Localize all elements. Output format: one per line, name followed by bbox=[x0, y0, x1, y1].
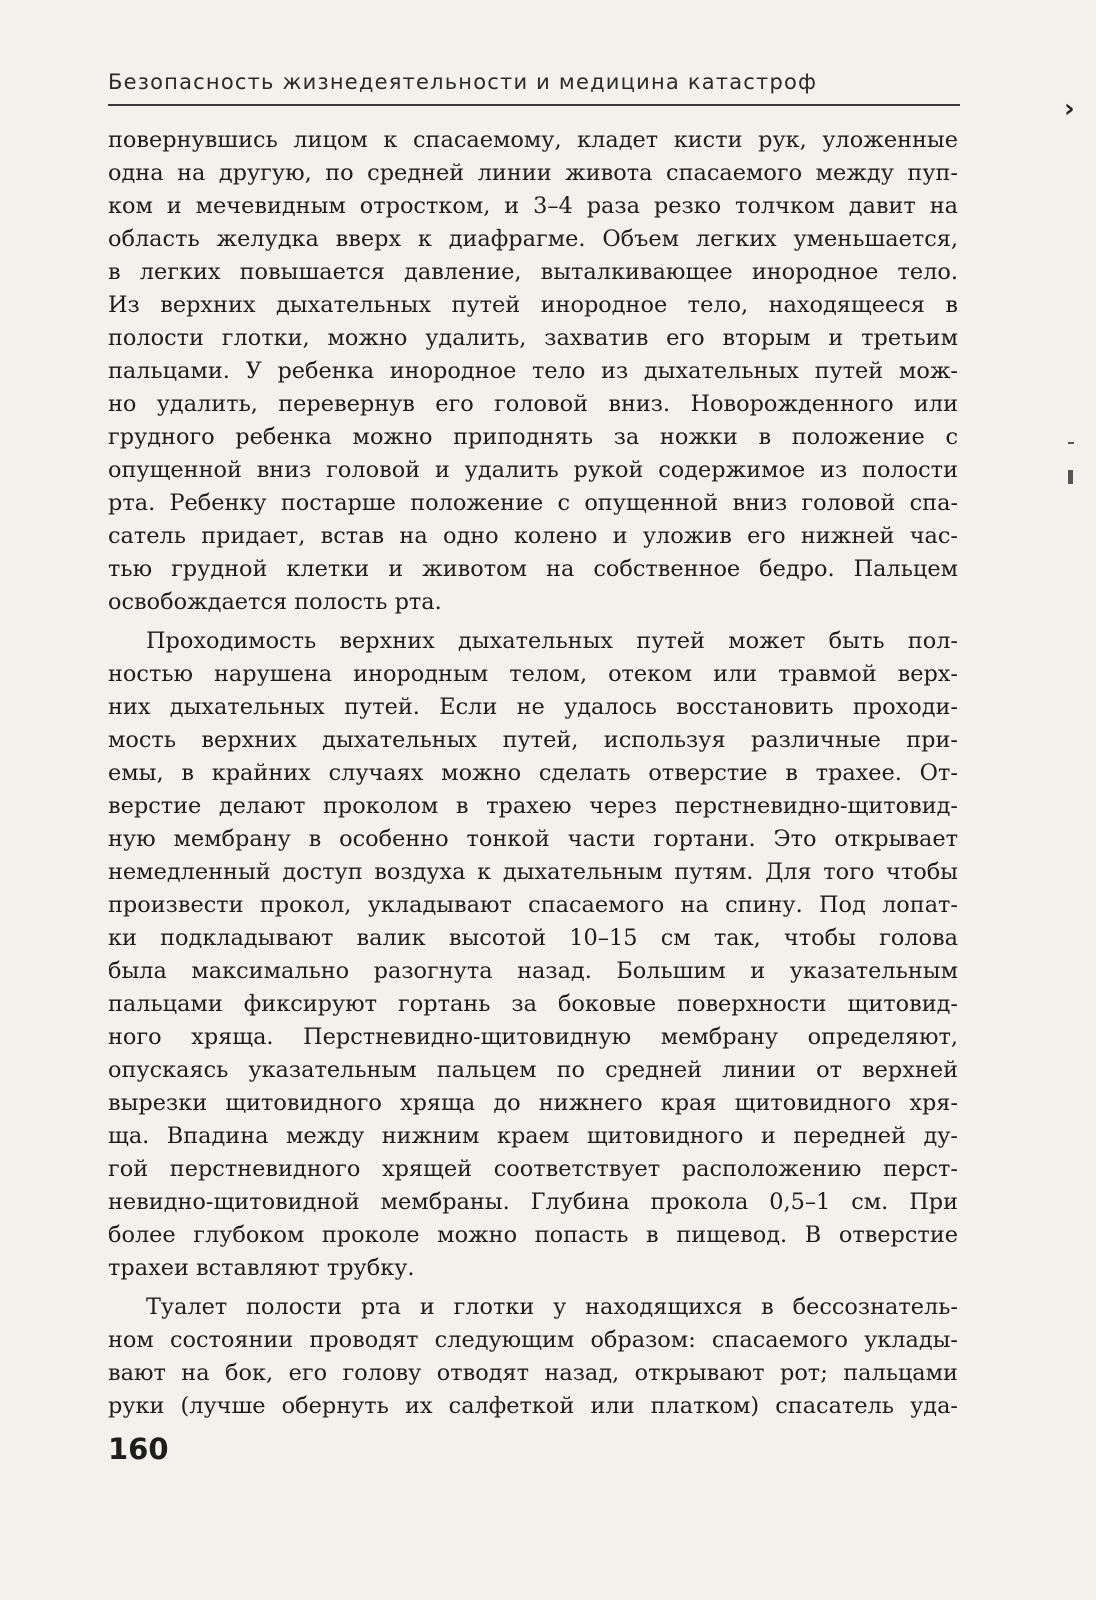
text-line: пальцами. У ребенка инородное тело из дыхательных путей мож- bbox=[108, 358, 958, 384]
text-line: ностью нарушена инородным телом, отеком или травмой верх- bbox=[108, 661, 958, 687]
edge-scan-mark-2 bbox=[1068, 470, 1073, 484]
text-line: мость верхних дыхательных путей, используя различные при- bbox=[108, 727, 958, 753]
text-line: ки подкладывают валик высотой 10–15 см так, чтобы голова bbox=[108, 925, 958, 951]
text-line: но удалить, перевернув его головой вниз. Новорожденного или bbox=[108, 391, 958, 417]
page-number: 160 bbox=[108, 1432, 169, 1466]
text-line: руки (лучше обернуть их салфеткой или платком) спасатель уда- bbox=[108, 1393, 958, 1419]
text-line: Из верхних дыхательных путей инородное тело, находящееся в bbox=[108, 292, 958, 318]
text-line: верстие делают проколом в трахею через перстневидно-щитовид- bbox=[108, 793, 958, 819]
text-line: опущенной вниз головой и удалить рукой содержимое из полости bbox=[108, 457, 958, 483]
text-line: емы, в крайних случаях можно сделать отверстие в трахее. От- bbox=[108, 760, 958, 786]
text-line: полости глотки, можно удалить, захватив его вторым и третьим bbox=[108, 325, 958, 351]
body-text bbox=[108, 124, 958, 1423]
text-line: произвести прокол, укладывают спасаемого на спину. Под лопат- bbox=[108, 892, 958, 918]
text-line: невидно-щитовидной мембраны. Глубина прокола 0,5–1 см. При bbox=[108, 1189, 958, 1215]
text-line: ща. Впадина между нижним краем щитовидного и передней ду- bbox=[108, 1123, 958, 1149]
header-rule bbox=[108, 104, 960, 106]
text-line: Туалет полости рта и глотки у находящихся в бессознатель- bbox=[146, 1294, 958, 1320]
text-line: была максимально разогнута назад. Большим и указательным bbox=[108, 958, 958, 984]
text-line: в легких повышается давление, выталкивающее инородное тело. bbox=[108, 259, 958, 285]
text-line: ком и мечевидным отростком, и 3–4 раза резко толчком давит на bbox=[108, 193, 958, 219]
text-line: них дыхательных путей. Если не удалось восстановить проходи- bbox=[108, 694, 958, 720]
text-line: сатель придает, встав на одно колено и уложив его нижней час- bbox=[108, 523, 958, 549]
text-line: одна на другую, по средней линии живота спасаемого между пуп- bbox=[108, 160, 958, 186]
text-line: освобождается полость рта. bbox=[108, 589, 442, 615]
text-line: вырезки щитовидного хряща до нижнего края щитовидного хря- bbox=[108, 1090, 958, 1116]
text-line: тью грудной клетки и животом на собственное бедро. Пальцем bbox=[108, 556, 958, 582]
text-line: Проходимость верхних дыхательных путей может быть пол- bbox=[146, 628, 958, 654]
edge-scan-mark bbox=[1068, 442, 1074, 448]
running-head: Безопасность жизнедеятельности и медицина катастроф bbox=[108, 70, 818, 94]
text-line: вают на бок, его голову отводят назад, открывают рот; пальцами bbox=[108, 1360, 958, 1386]
text-line: гой перстневидного хрящей соответствует расположению перст- bbox=[108, 1156, 958, 1182]
text-line: опускаясь указательным пальцем по средней линии от верхней bbox=[108, 1057, 958, 1083]
text-line: ную мембрану в особенно тонкой части гортани. Это открывает bbox=[108, 826, 958, 852]
text-line: более глубоком проколе можно попасть в пищевод. В отверстие bbox=[108, 1222, 958, 1248]
text-line: грудного ребенка можно приподнять за ножки в положение с bbox=[108, 424, 958, 450]
edge-bracket-mark: › bbox=[1064, 94, 1075, 124]
text-line: ном состоянии проводят следующим образом: спасаемого уклады- bbox=[108, 1327, 958, 1353]
text-line: немедленный доступ воздуха к дыхательным путям. Для того чтобы bbox=[108, 859, 958, 885]
text-line: рта. Ребенку постарше положение с опущенной вниз головой спа- bbox=[108, 490, 958, 516]
text-line: область желудка вверх к диафрагме. Объем легких уменьшается, bbox=[108, 226, 958, 252]
text-line: пальцами фиксируют гортань за боковые поверхности щитовид- bbox=[108, 991, 958, 1017]
text-line: ного хряща. Перстневидно-щитовидную мембрану определяют, bbox=[108, 1024, 958, 1050]
text-line: повернувшись лицом к спасаемому, кладет кисти рук, уложенные bbox=[108, 127, 958, 153]
text-line: трахеи вставляют трубку. bbox=[108, 1255, 415, 1281]
